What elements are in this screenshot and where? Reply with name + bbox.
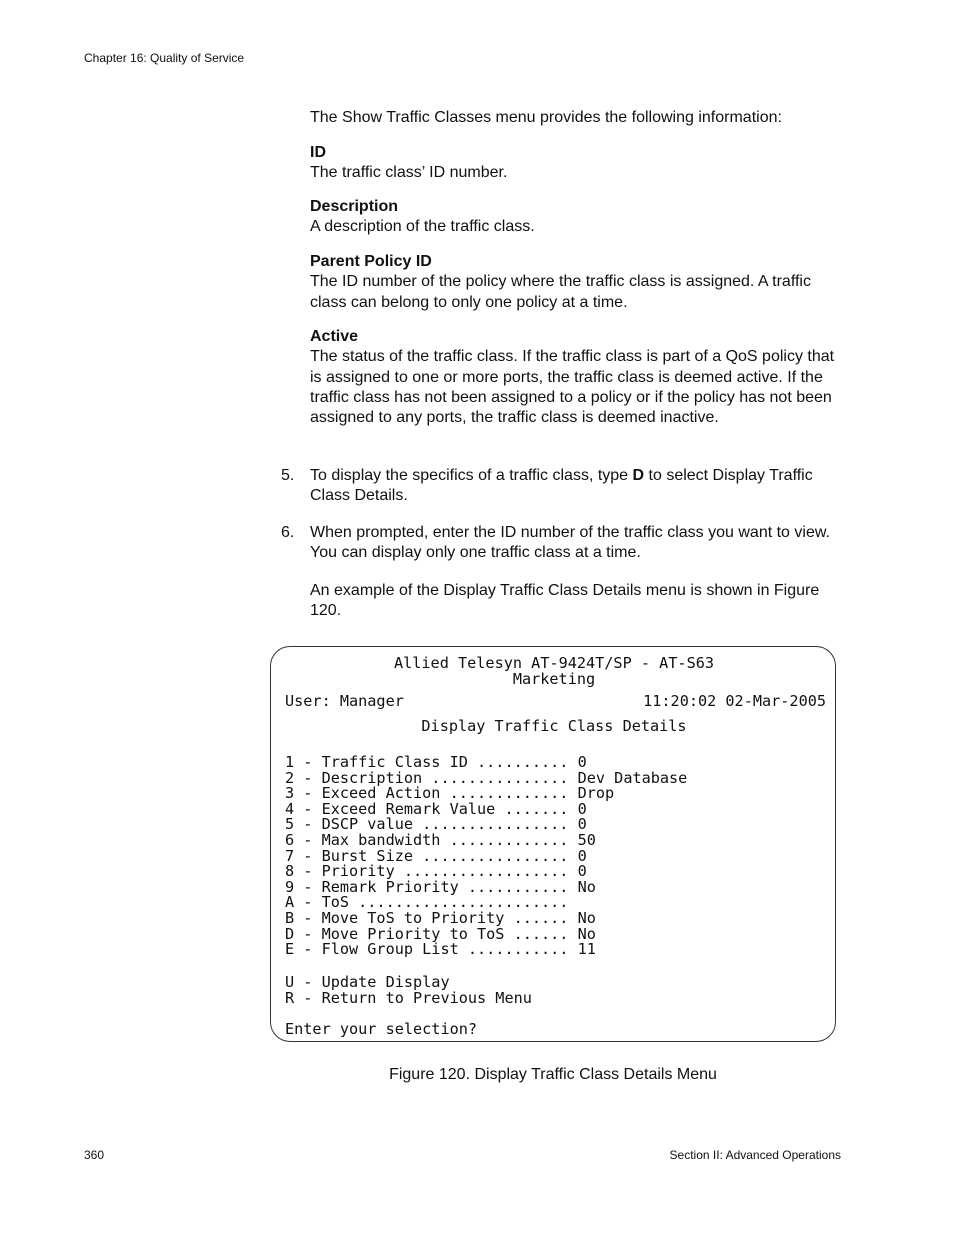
term-definition: The traffic class’ ID number. — [310, 164, 508, 182]
example-paragraph: An example of the Display Traffic Class Details menu is shown in Figure 120. — [310, 582, 820, 620]
selection-prompt[interactable]: Enter your selection? — [285, 1020, 478, 1038]
menu-item[interactable]: 2 - Description ............... Dev Database — [285, 768, 688, 787]
step-text: When prompted, enter the ID number of the traffic class you want to view. You can display only one traffic class at a time. — [310, 524, 830, 562]
term-parent-policy-id — [310, 252, 845, 313]
intro-paragraph: The Show Traffic Classes menu provides the following information: — [310, 109, 782, 126]
terminal-menu-title: Display Traffic Class Details — [421, 717, 687, 735]
terminal-datetime: 11:20:02 02-Mar-2005 — [643, 692, 826, 710]
step-number: 5. — [281, 467, 295, 484]
step-text: To display the specifics of a traffic class, type D to select Display Traffic Class Details. — [310, 467, 813, 505]
term-description — [310, 197, 845, 238]
menu-item[interactable]: 8 - Priority .................. 0 — [285, 862, 587, 881]
step-number: 6. — [281, 524, 295, 541]
terminal-subtitle: Marketing — [512, 670, 596, 688]
term-id — [310, 143, 845, 184]
menu-item-update[interactable]: U - Update Display — [285, 973, 450, 991]
term-label: Active — [310, 328, 359, 345]
menu-item[interactable]: E - Flow Group List ........... 11 — [285, 940, 596, 959]
term-label: Description — [310, 198, 399, 215]
menu-options — [285, 755, 687, 958]
term-definition: The ID number of the policy where the traffic class is assigned. A traffic class can belong to only one policy at a time. — [310, 273, 811, 311]
menu-item[interactable]: 4 - Exceed Remark Value ....... 0 — [285, 799, 587, 818]
menu-item[interactable]: A - ToS ....................... — [285, 893, 569, 912]
terminal-user: User: Manager — [285, 692, 404, 710]
term-definition: The status of the traffic class. If the traffic class is part of a QoS policy that is assigned to one or more ports, the traffic class is deemed active. If the traffic class has not been assigned to a policy or if the policy has not been assigned to any ports, the traffic class is deemed inactive. — [310, 348, 835, 427]
term-label: ID — [310, 144, 326, 161]
terminal-title: Allied Telesyn AT-9424T/SP - AT-S63 — [393, 654, 715, 672]
terminal-screen — [270, 646, 836, 1042]
menu-item[interactable]: 9 - Remark Priority ........... No — [285, 877, 596, 896]
figure-caption: Figure 120. Display Traffic Class Details Menu — [389, 1066, 717, 1083]
menu-item[interactable]: 6 - Max bandwidth ............. 50 — [285, 830, 596, 849]
menu-item-return[interactable]: R - Return to Previous Menu — [285, 989, 532, 1007]
page-number: 360 — [84, 1148, 105, 1162]
menu-item[interactable]: 1 - Traffic Class ID .......... 0 — [285, 753, 587, 771]
menu-item[interactable]: B - Move ToS to Priority ...... No — [285, 908, 596, 927]
section-footer: Section II: Advanced Operations — [669, 1148, 841, 1162]
key-letter: D — [632, 467, 645, 484]
term-definition: A description of the traffic class. — [310, 218, 535, 236]
term-label: Parent Policy ID — [310, 253, 432, 270]
term-active — [310, 327, 845, 428]
menu-item[interactable]: 7 - Burst Size ................ 0 — [285, 846, 587, 865]
menu-item[interactable]: 3 - Exceed Action ............. Drop — [285, 784, 615, 803]
chapter-header: Chapter 16: Quality of Service — [84, 51, 245, 65]
menu-item[interactable]: D - Move Priority to ToS ...... No — [285, 924, 596, 943]
menu-item[interactable]: 5 - DSCP value ................ 0 — [285, 815, 587, 834]
